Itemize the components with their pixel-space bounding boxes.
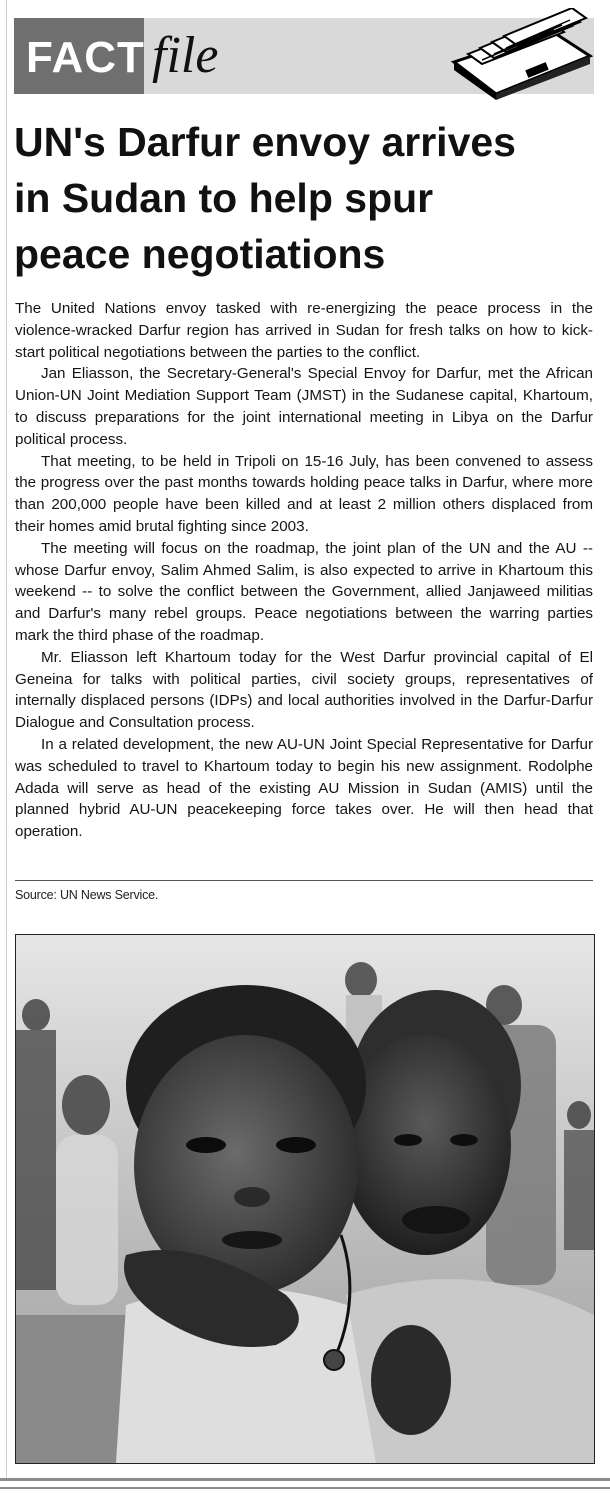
- headline-line-1: UN's Darfur envoy arrives: [14, 119, 516, 165]
- header-fact-word: FACT: [26, 33, 145, 82]
- card-file-box-icon: [446, 8, 596, 100]
- source-divider: [15, 880, 593, 881]
- header-file-word: file: [152, 27, 219, 84]
- paragraph-6: In a related development, the new AU-UN Joint Special Representative for Darfur was scheduled to travel to Khartoum today to begin his new assignment. Rodolphe Adada will serve as head of the existing AU Mission in Sudan (AMIS) until the planned hybrid AU-UN peacekeeping force takes over. He will then head that operation.: [15, 735, 593, 841]
- bottom-rule-thin: [0, 1487, 610, 1489]
- article-body: [15, 298, 593, 843]
- bottom-rule-thick: [0, 1478, 610, 1481]
- paragraph-5: Mr. Eliasson left Khartoum today for the West Darfur provincial capital of El Geneina for talks with political parties, civil society groups, representatives of internally displaced persons (IDPs) and local authorities involved in the Darfur-Darfur Dialogue and Consultation process.: [15, 648, 593, 732]
- paragraph-2: Jan Eliasson, the Secretary-General's Special Envoy for Darfur, met the African Union-UN Joint Mediation Support Team (JMST) in the Sudanese capital, Khartoum, to discuss preparations for the joint international meeting in Libya on the Darfur political process.: [15, 365, 593, 448]
- article-photo: [15, 934, 595, 1464]
- article-headline: [14, 114, 599, 282]
- paragraph-3: That meeting, to be held in Tripoli on 15-16 July, has been convened to assess the progress over the past months towards holding peace talks in Darfur, where more than 200,000 people have been killed and at least 2 million others displaced from their homes amid brutal fighting since 2003.: [15, 452, 593, 535]
- paragraph-4: The meeting will focus on the roadmap, the joint plan of the UN and the AU -- whose Darfur envoy, Salim Ahmed Salim, is also expected to arrive in Khartoum this weekend -- to solve the conflict between the Government, allied Janjaweed militias and Darfur's many rebel groups. Peace negotiations between the warring parties mark the third phase of the roadmap.: [15, 539, 593, 644]
- fact-file-header: [14, 18, 594, 94]
- children-photo-illustration: [16, 935, 594, 1463]
- source-credit: Source: UN News Service.: [15, 888, 159, 902]
- headline-line-2: in Sudan to help spur: [14, 175, 434, 221]
- left-margin-rule: [6, 0, 7, 1480]
- paragraph-1: The United Nations envoy tasked with re-energizing the peace process in the violence-wracked Darfur region has arrived in Sudan for fresh talks on how to kick-start political negotiations between the parties to the conflict.: [15, 300, 593, 361]
- headline-line-3: peace negotiations: [14, 231, 386, 277]
